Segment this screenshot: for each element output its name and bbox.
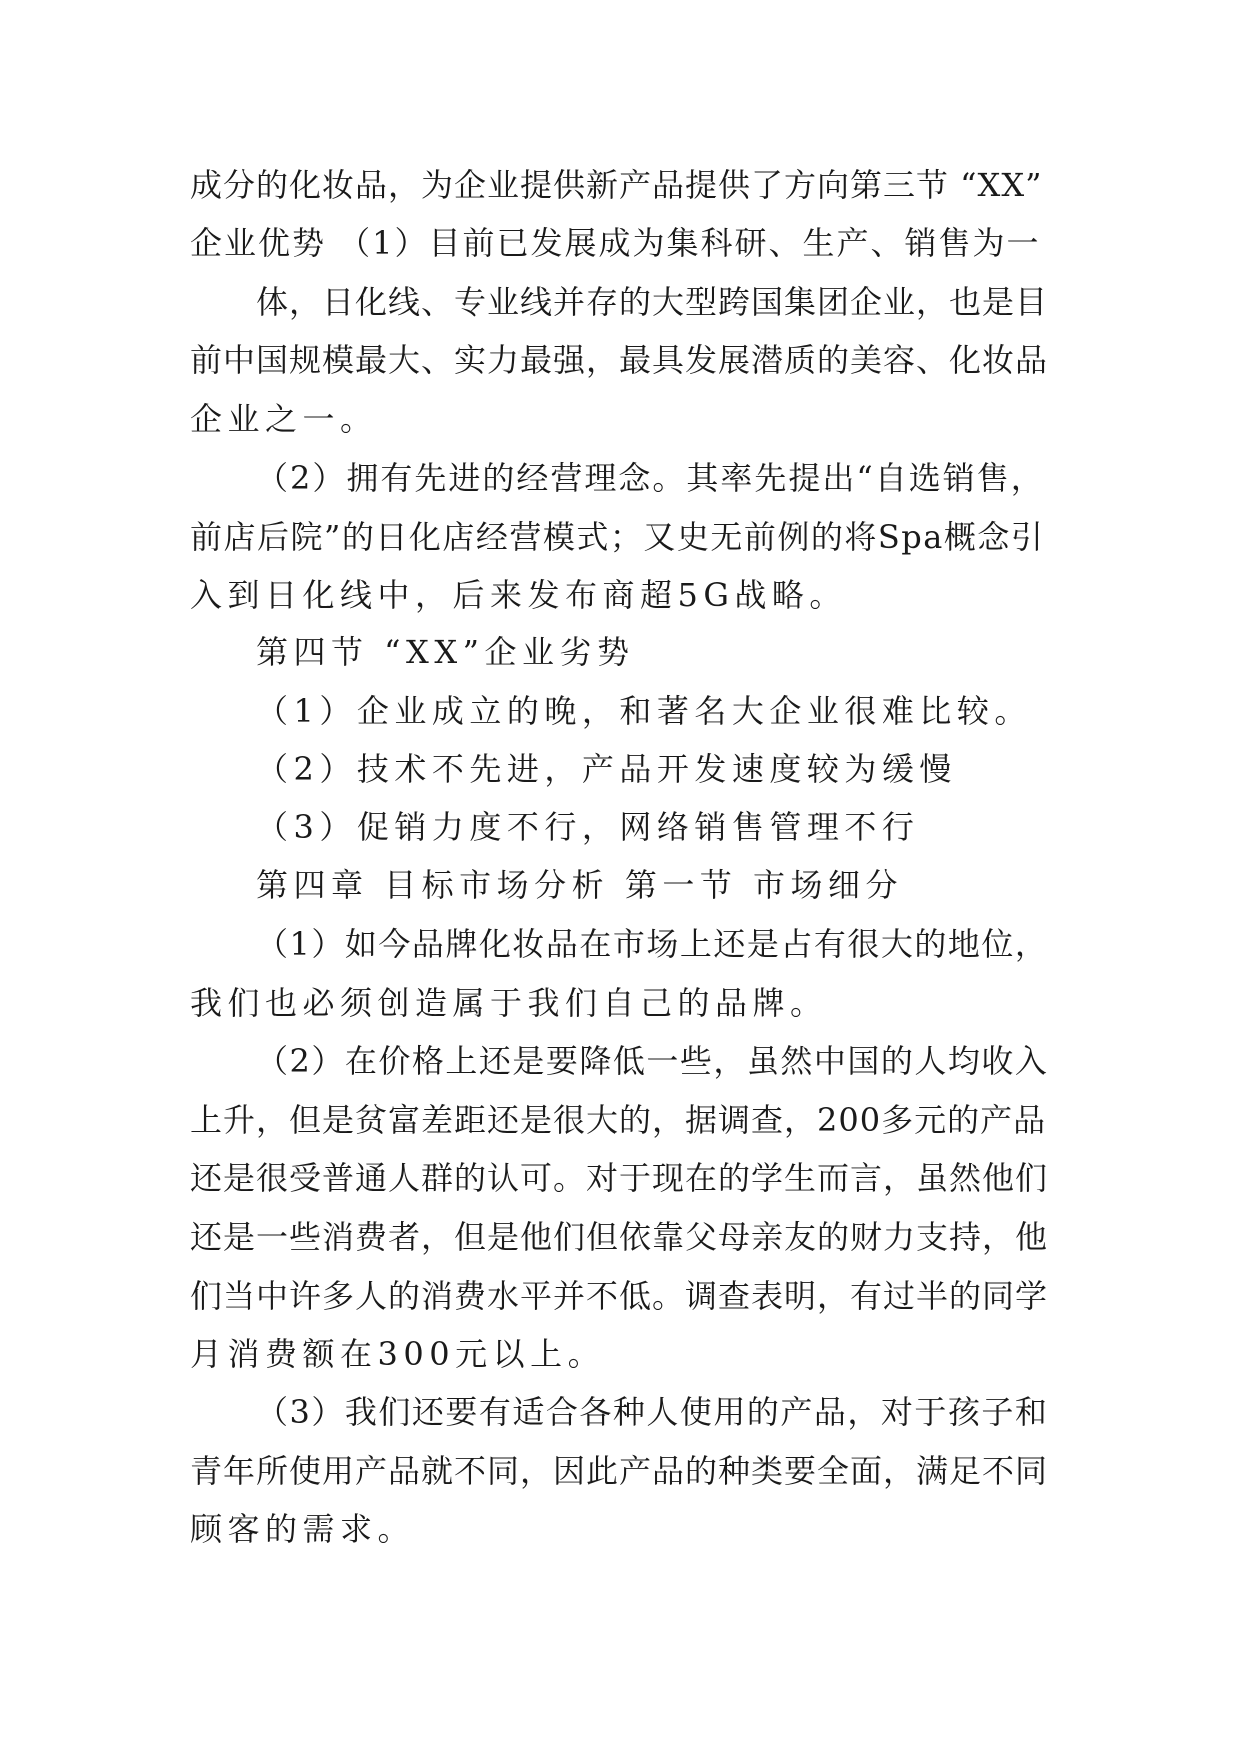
section-heading: 第四节 “XX”企业劣势 [256, 633, 635, 671]
text-line: 月消费额在300元以上。 [190, 1335, 606, 1373]
text-line: 还是一些消费者，但是他们但依靠父母亲友的财力支持，他 [190, 1218, 1049, 1256]
text-line: 企业优势 （1）目前已发展成为集科研、生产、销售为一 [190, 224, 1041, 262]
text-line: 青年所使用产品就不同，因此产品的种类要全面，满足不同 [190, 1452, 1049, 1490]
text-line: 入到日化线中，后来发布商超5G战略。 [190, 576, 847, 614]
text-line: （2）拥有先进的经营理念。其率先提出“自选销售， [256, 459, 1045, 497]
text-line: 我们也必须创造属于我们自己的品牌。 [190, 984, 828, 1022]
text-line: 还是很受普通人群的认可。对于现在的学生而言，虽然他们 [190, 1159, 1049, 1197]
text-line: 们当中许多人的消费水平并不低。调查表明，有过半的同学 [190, 1277, 1049, 1315]
text-line: （2）在价格上还是要降低一些，虽然中国的人均收入 [256, 1042, 1049, 1080]
text-line: 顾客的需求。 [190, 1510, 416, 1548]
text-line: （1）如今品牌化妆品在市场上还是占有很大的地位， [256, 925, 1049, 963]
text-line: （3）我们还要有适合各种人使用的产品，对于孩子和 [256, 1393, 1049, 1431]
text-line: （1）企业成立的晚，和著名大企业很难比较。 [256, 692, 1032, 730]
text-line: 前店后院”的日化店经营模式；又史无前例的将Spa概念引 [190, 518, 1045, 556]
text-line: 前中国规模最大、实力最强，最具发展潜质的美容、化妆品 [190, 341, 1049, 379]
chapter-heading: 第四章 目标市场分析 第一节 市场细分 [256, 866, 904, 904]
text-line: 成分的化妆品，为企业提供新产品提供了方向第三节 “XX” [190, 166, 1043, 204]
text-line: （3）促销力度不行，网络销售管理不行 [256, 808, 920, 846]
text-line: 企业之一。 [190, 400, 378, 438]
text-line: （2）技术不先进，产品开发速度较为缓慢 [256, 750, 957, 788]
text-line: 上升，但是贫富差距还是很大的，据调查，200多元的产品 [190, 1101, 1047, 1139]
text-line: 体，日化线、专业线并存的大型跨国集团企业，也是目 [256, 283, 1049, 321]
